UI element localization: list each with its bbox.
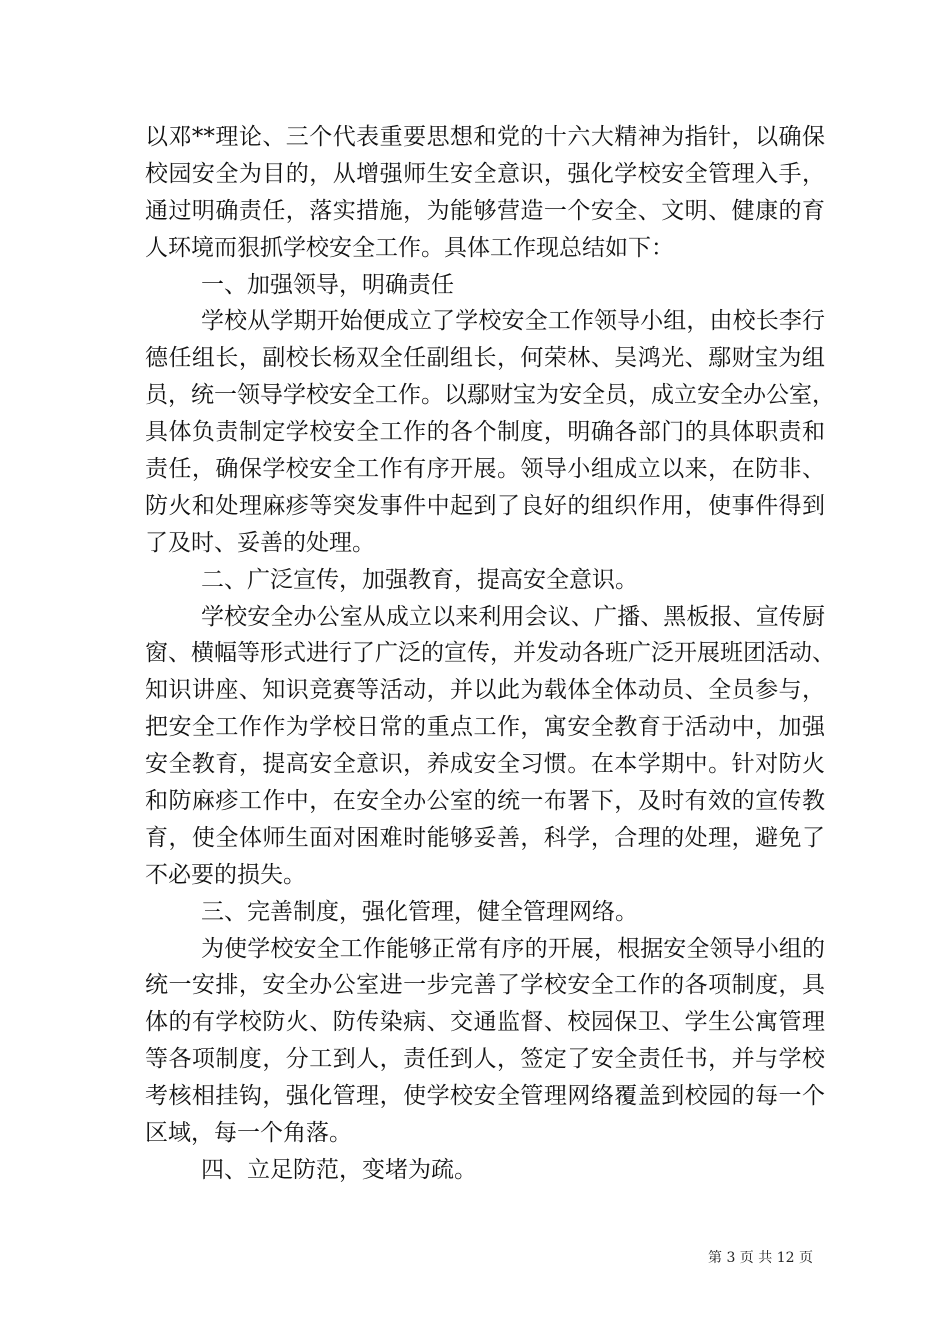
- text-line: 安全教育，提高安全意识，养成安全习惯。在本学期中。针对防火: [145, 751, 825, 778]
- text-line: 窗、横幅等形式进行了广泛的宣传，并发动各班广泛开展班团活动、: [145, 640, 835, 667]
- text-line: 人环境而狠抓学校安全工作。具体工作现总结如下：: [145, 234, 674, 261]
- text-line: 了及时、妥善的处理。: [145, 529, 375, 556]
- page-number-footer: 第 3 页 共 12 页: [708, 1250, 813, 1266]
- text-line: 区域，每一个角落。: [145, 1120, 352, 1147]
- text-line: 把安全工作作为学校日常的重点工作，寓安全教育于活动中，加强: [145, 714, 825, 741]
- text-line: 具体负责制定学校安全工作的各个制度，明确各部门的具体职责和: [145, 419, 825, 446]
- text-line: 德任组长，副校长杨双全任副组长，何荣林、吴鸿光、鄢财宝为组: [145, 345, 825, 372]
- text-line: 知识讲座、知识竞赛等活动，并以此为载体全体动员、全员参与，: [145, 677, 825, 704]
- document-body: [145, 119, 835, 1189]
- text-line: 通过明确责任，落实措施，为能够营造一个安全、文明、健康的育: [145, 197, 825, 224]
- text-line: 责任，确保学校安全工作有序开展。领导小组成立以来，在防非、: [145, 456, 825, 483]
- text-line: 员，统一领导学校安全工作。以鄢财宝为安全员，成立安全办公室，: [145, 382, 835, 409]
- text-line: 育，使全体师生面对困难时能够妥善，科学，合理的处理，避免了: [145, 824, 825, 851]
- text-line: 等各项制度，分工到人，责任到人，签定了安全责任书，并与学校: [145, 1046, 825, 1073]
- text-line: 体的有学校防火、防传染病、交通监督、校园保卫、学生公寓管理: [145, 1009, 825, 1036]
- section-heading: 一、加强领导，明确责任: [201, 271, 454, 298]
- text-line: 防火和处理麻疹等突发事件中起到了良好的组织作用，使事件得到: [145, 492, 825, 519]
- section-heading: 四、立足防范，变堵为疏。: [201, 1156, 477, 1183]
- text-line: 学校从学期开始便成立了学校安全工作领导小组，由校长李行: [201, 308, 825, 335]
- section-heading: 二、广泛宣传，加强教育，提高安全意识。: [201, 566, 638, 593]
- text-line: 不必要的损失。: [145, 861, 306, 888]
- text-line: 校园安全为目的，从增强师生安全意识，强化学校安全管理入手，: [145, 160, 825, 187]
- text-line: 统一安排，安全办公室进一步完善了学校安全工作的各项制度，具: [145, 972, 825, 999]
- text-line: 和防麻疹工作中，在安全办公室的统一布署下，及时有效的宣传教: [145, 788, 825, 815]
- section-heading: 三、完善制度，强化管理，健全管理网络。: [201, 898, 638, 925]
- text-line: 学校安全办公室从成立以来利用会议、广播、黑板报、宣传厨: [201, 603, 825, 630]
- text-line: 以邓**理论、三个代表重要思想和党的十六大精神为指针，以确保: [145, 124, 825, 150]
- text-line: 为使学校安全工作能够正常有序的开展，根据安全领导小组的: [201, 935, 825, 962]
- text-line: 考核相挂钩，强化管理，使学校安全管理网络覆盖到校园的每一个: [145, 1083, 825, 1110]
